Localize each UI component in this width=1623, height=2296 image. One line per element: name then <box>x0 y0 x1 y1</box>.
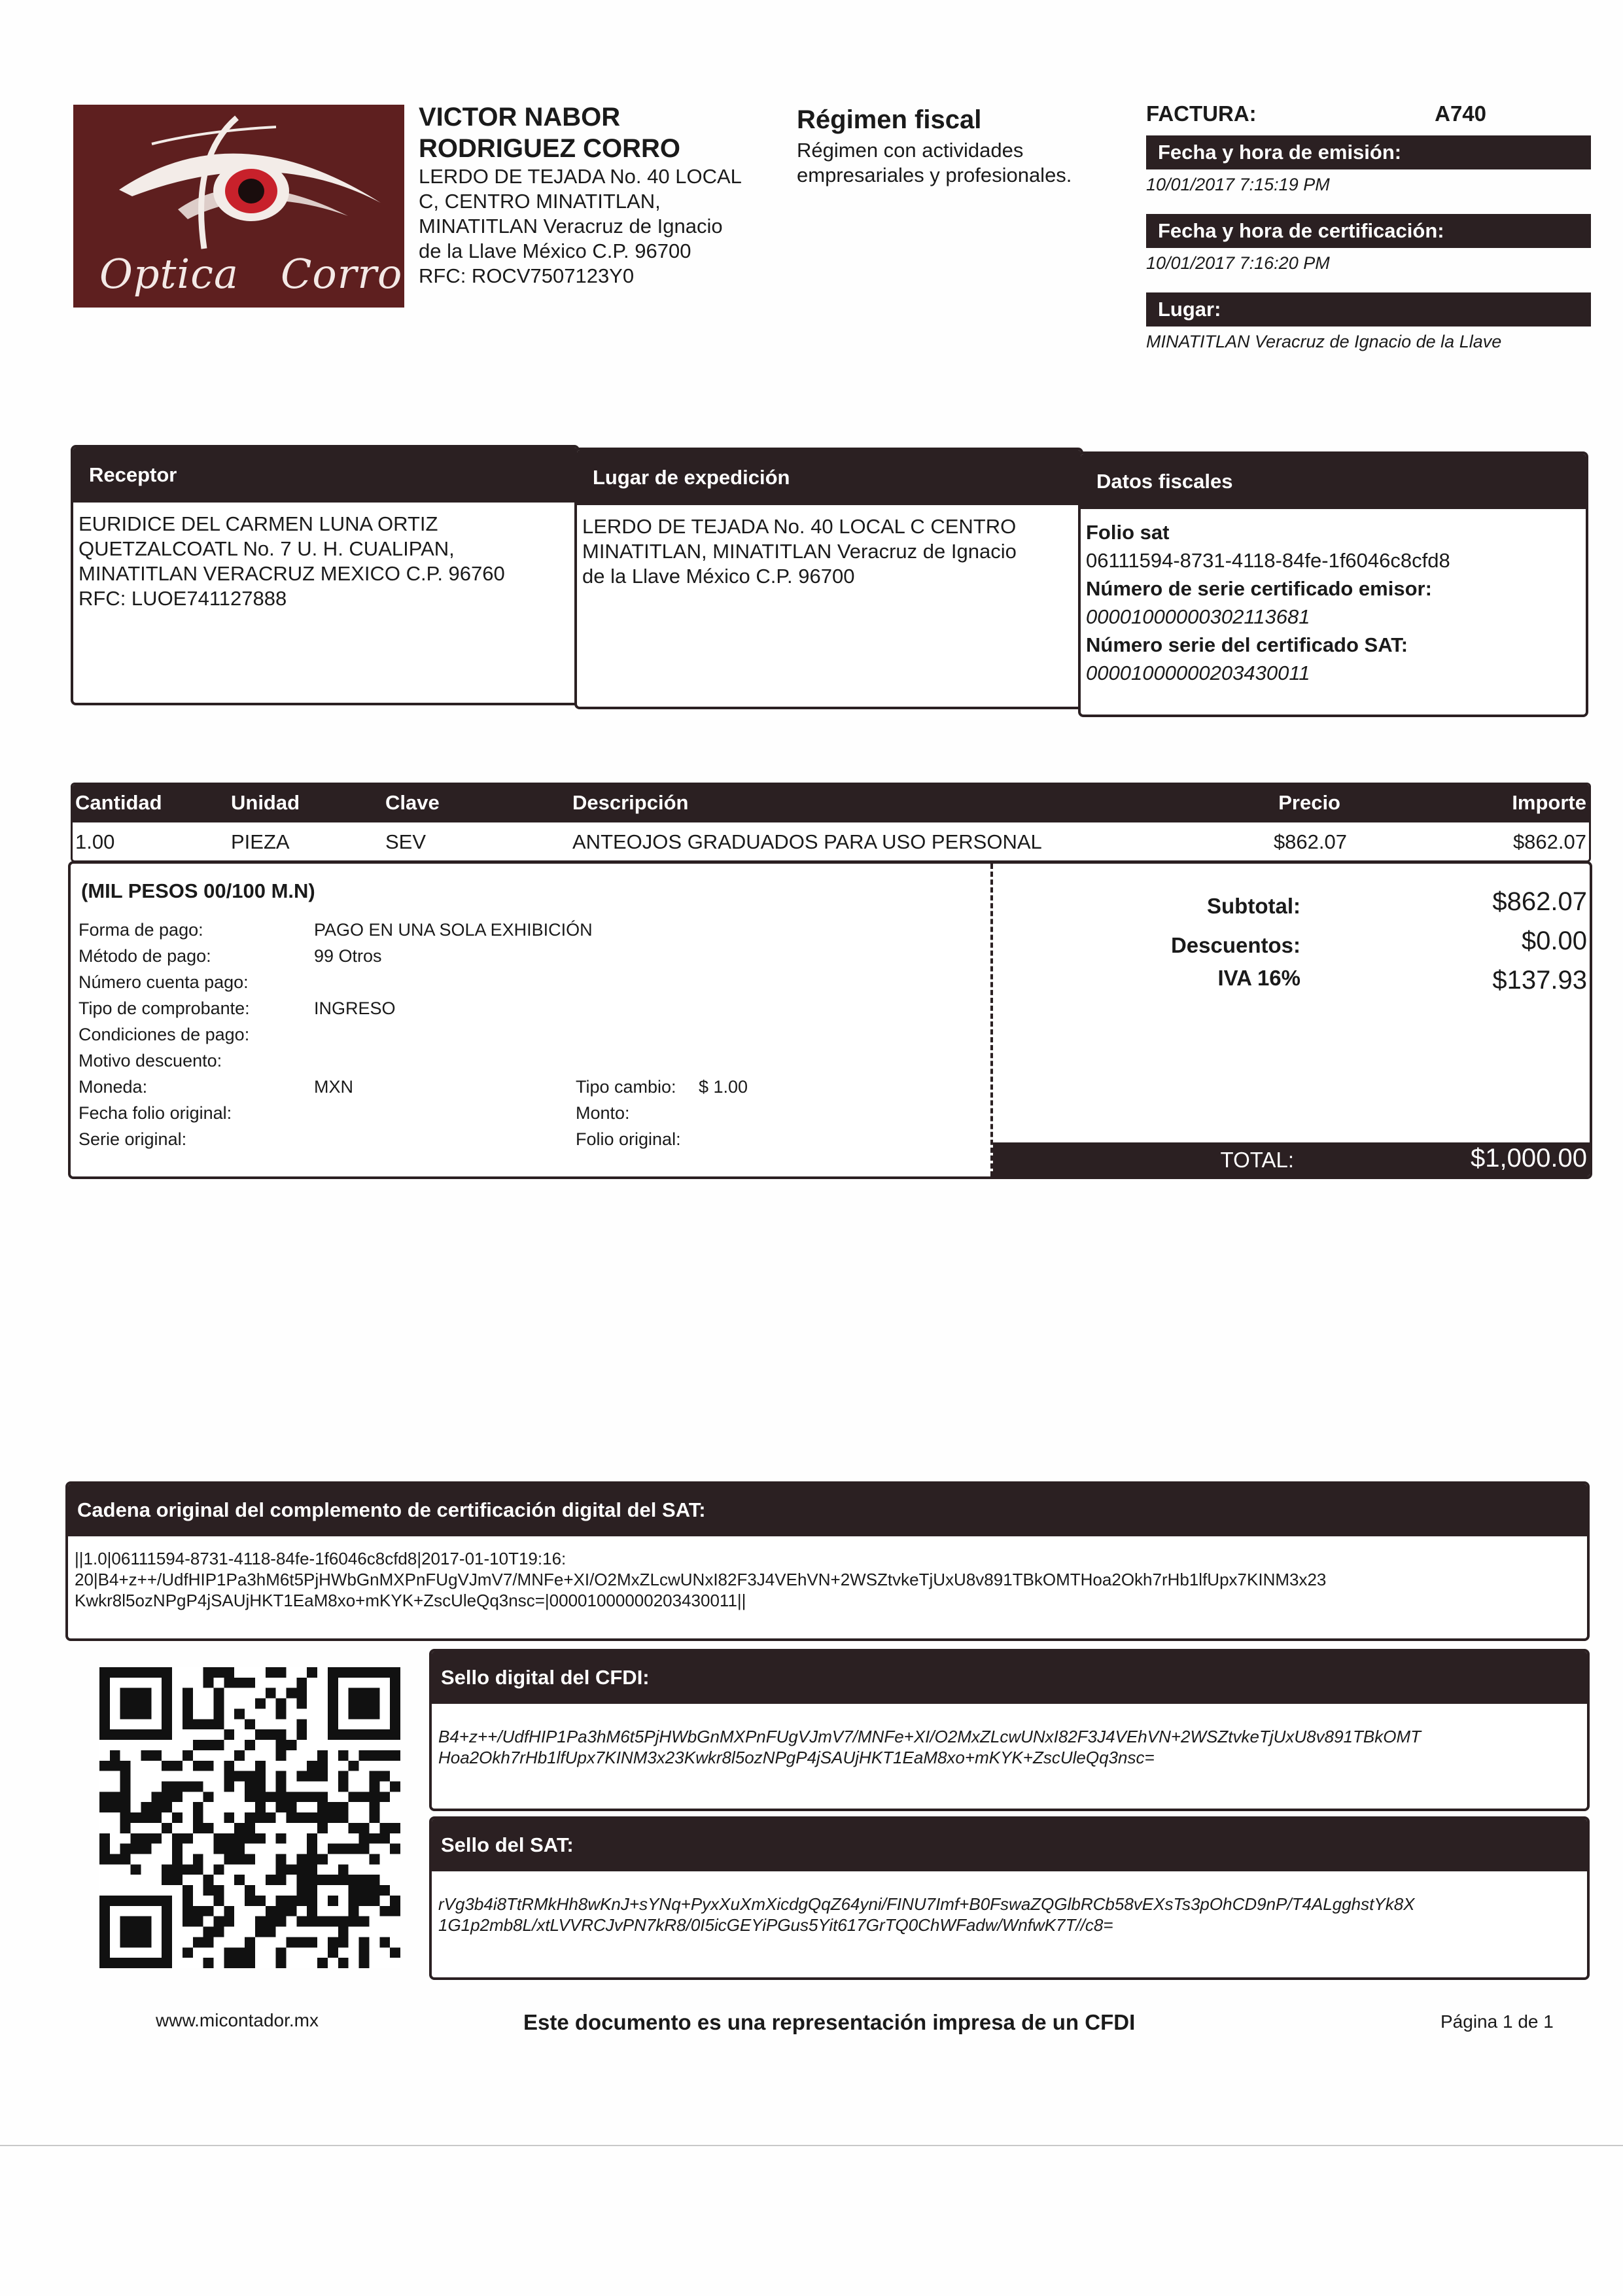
fecha-folio-original-label: Fecha folio original: <box>79 1103 232 1123</box>
col-descripcion: Descripción <box>572 791 689 814</box>
emission-date-value: 10/01/2017 7:15:19 PM <box>1146 175 1330 194</box>
serie-emisor-label: Número de serie certificado emisor: <box>1086 577 1432 600</box>
payment-summary-box <box>68 861 1592 1179</box>
issuer-address-line: LERDO DE TEJADA No. 40 LOCAL <box>419 165 742 188</box>
receptor-header: Receptor <box>73 448 577 503</box>
cell-cantidad: 1.00 <box>75 830 115 853</box>
lugar-expedicion-line: MINATITLAN, MINATITLAN Veracruz de Ignacio <box>582 540 1017 563</box>
lugar-expedicion-header: Lugar de expedición <box>577 450 1081 505</box>
receptor-line: MINATITLAN VERACRUZ MEXICO C.P. 96760 <box>79 562 505 585</box>
logo-wordmark <box>99 250 402 298</box>
subtotal-value: $862.07 <box>1492 887 1587 916</box>
company-logo <box>73 105 404 308</box>
col-clave: Clave <box>385 791 440 814</box>
issuer-address-line: C, CENTRO MINATITLAN, <box>419 190 661 213</box>
certification-date-label: Fecha y hora de certificación: <box>1146 214 1591 248</box>
folio-sat-label: Folio sat <box>1086 521 1170 544</box>
issuer-name-line1: VICTOR NABOR <box>419 103 621 132</box>
cadena-original-box <box>65 1481 1590 1641</box>
receptor-line: RFC: LUOE741127888 <box>79 587 287 610</box>
descuentos-value: $0.00 <box>1521 927 1587 955</box>
sello-sat-box <box>429 1816 1590 1980</box>
tipo-comprobante-value: INGRESO <box>314 998 396 1018</box>
metodo-pago-value: 99 Otros <box>314 946 382 966</box>
col-cantidad: Cantidad <box>75 791 162 814</box>
issuer-block <box>419 101 772 289</box>
receptor-box <box>71 445 580 705</box>
lugar-expedicion-box <box>574 448 1083 709</box>
footer-website: www.micontador.mx <box>156 2010 319 2030</box>
lugar-expedicion-line: de la Llave México C.P. 96700 <box>582 565 855 588</box>
total-label: TOTAL: <box>1220 1148 1294 1172</box>
moneda-value: MXN <box>314 1077 353 1097</box>
qr-code <box>99 1667 400 1968</box>
sello-sat-header: Sello del SAT: <box>432 1819 1587 1871</box>
regimen-text-line2: empresariales y profesionales. <box>797 164 1072 186</box>
invoice-label: FACTURA: <box>1146 101 1257 126</box>
items-header-row <box>73 785 1589 822</box>
place-label: Lugar: <box>1146 292 1591 327</box>
forma-pago-label: Forma de pago: <box>79 920 203 940</box>
total-bar <box>993 1142 1590 1176</box>
datos-fiscales-box <box>1078 451 1588 717</box>
receptor-body <box>73 503 577 620</box>
datos-fiscales-body <box>1081 509 1586 696</box>
sello-cfdi-text: B4+z++/UdfHIP1Pa3hM6t5PjHWbGnMXPnFUgVJmV7/MNFe+XI/O2MxZLcwUNxI82F3J4VEhVN+2WSZtvkeTjUxU8v891TBkOMT Hoa2Okh7rHb1lfUpx7KINM3x23Kwkr8l5ozNPgP4jSAUjHKT1EaM8xo+mKYK+ZscUleQq3nsc= <box>438 1727 1421 1767</box>
cell-clave: SEV <box>385 830 427 853</box>
issuer-rfc: RFC: ROCV7507123Y0 <box>419 264 635 287</box>
footer-cfdi-note: Este documento es una representación impresa de un CFDI <box>523 2010 1136 2034</box>
issuer-address-line: de la Llave México C.P. 96700 <box>419 239 691 262</box>
col-unidad: Unidad <box>231 791 300 814</box>
condiciones-pago-label: Condiciones de pago: <box>79 1025 250 1044</box>
serie-original-label: Serie original: <box>79 1129 187 1149</box>
lugar-expedicion-body <box>577 505 1081 598</box>
table-row <box>73 824 1589 859</box>
cell-importe: $862.07 <box>1512 830 1586 853</box>
col-importe: Importe <box>1512 791 1586 814</box>
sello-cfdi-box <box>429 1649 1590 1811</box>
motivo-descuento-label: Motivo descuento: <box>79 1051 222 1070</box>
serie-sat-label: Número serie del certificado SAT: <box>1086 633 1408 656</box>
place-value: MINATITLAN Veracruz de Ignacio de la Llave <box>1146 332 1502 351</box>
folio-original-label: Folio original: <box>576 1129 681 1149</box>
certification-date-value: 10/01/2017 7:16:20 PM <box>1146 253 1330 273</box>
items-table <box>71 783 1591 862</box>
numero-cuenta-label: Número cuenta pago: <box>79 972 249 992</box>
logo-word-optica: Optica <box>99 250 239 298</box>
lugar-expedicion-line: LERDO DE TEJADA No. 40 LOCAL C CENTRO <box>582 515 1017 538</box>
cell-descripcion: ANTEOJOS GRADUADOS PARA USO PERSONAL <box>572 830 1042 853</box>
descuentos-label: Descuentos: <box>1170 933 1300 957</box>
total-value: $1,000.00 <box>1471 1144 1587 1173</box>
sello-sat-text: rVg3b4i8TtRMkHh8wKnJ+sYNq+PyxXuXmXicdgQqZ64yni/FINU7Imf+B0FswaZQGlbRCb58vEXsTs3pOhCD9nP/T4ALgghstYk8X 1G1p2mb8L/xtLVVRCJvPN7kR8/0I5icGEYiPGus5Yit617GrTQ0ChWFadw/WnfwK7T//c8= <box>438 1894 1415 1935</box>
cell-precio: $862.07 <box>1273 830 1347 853</box>
issuer-address-line: MINATITLAN Veracruz de Ignacio <box>419 215 723 238</box>
cadena-original-header: Cadena original del complemento de certificación digital del SAT: <box>68 1484 1587 1536</box>
monto-label: Monto: <box>576 1103 630 1123</box>
tipo-comprobante-label: Tipo de comprobante: <box>79 998 250 1018</box>
serie-sat-value: 00001000000203430011 <box>1086 662 1310 684</box>
emission-date-label: Fecha y hora de emisión: <box>1146 135 1591 169</box>
regimen-title: Régimen fiscal <box>797 105 982 134</box>
invoice-number-row <box>1146 101 1591 135</box>
folio-sat-value: 06111594-8731-4118-84fe-1f6046c8cfd8 <box>1086 549 1450 572</box>
invoice-number: A740 <box>1435 101 1486 126</box>
col-precio: Precio <box>1278 791 1340 814</box>
cell-unidad: PIEZA <box>231 830 290 853</box>
page-bottom-rule <box>0 2145 1623 2146</box>
regimen-block <box>797 101 1111 188</box>
dashed-divider <box>990 864 993 1176</box>
datos-fiscales-header: Datos fiscales <box>1081 454 1586 509</box>
tipo-cambio-label: Tipo cambio: <box>576 1077 676 1097</box>
issuer-name-line2: RODRIGUEZ CORRO <box>419 134 680 163</box>
iva-label: IVA 16% <box>1217 966 1300 990</box>
receptor-line: QUETZALCOATL No. 7 U. H. CUALIPAN, <box>79 537 455 560</box>
tipo-cambio-value: $ 1.00 <box>699 1077 748 1097</box>
moneda-label: Moneda: <box>79 1077 148 1097</box>
forma-pago-value: PAGO EN UNA SOLA EXHIBICIÓN <box>314 920 593 940</box>
footer-page-number: Página 1 de 1 <box>1440 2011 1554 2032</box>
iva-value: $137.93 <box>1492 966 1587 995</box>
invoice-header-block <box>1146 101 1591 371</box>
regimen-text-line1: Régimen con actividades <box>797 139 1024 162</box>
logo-word-corro: Corro <box>280 250 403 298</box>
amount-in-words: (MIL PESOS 00/100 M.N) <box>81 879 315 902</box>
subtotal-label: Subtotal: <box>1207 894 1300 918</box>
cadena-original-text: ||1.0|06111594-8731-4118-84fe-1f6046c8cfd8|2017-01-10T19:16: 20|B4+z++/UdfHIP1Pa3hM6t5PjHWbGnMXPnFUgVJmV7/MNFe+XI/O2MxZLcwUNxI82F3J4VEhVN+2WSZtvkeTjUxU8v891TBkOMTHoa2Okh7rHb1lfUpx7KINM3x23 Kwkr8l5ozNPgP4jSAUjHKT1EaM8xo+mKYK+ZscUleQq3nsc=|00001000000203430011|| <box>75 1549 1327 1610</box>
receptor-line: EURIDICE DEL CARMEN LUNA ORTIZ <box>79 512 438 535</box>
sello-cfdi-header: Sello digital del CFDI: <box>432 1651 1587 1704</box>
serie-emisor-value: 00001000000302113681 <box>1086 605 1310 628</box>
metodo-pago-label: Método de pago: <box>79 946 211 966</box>
